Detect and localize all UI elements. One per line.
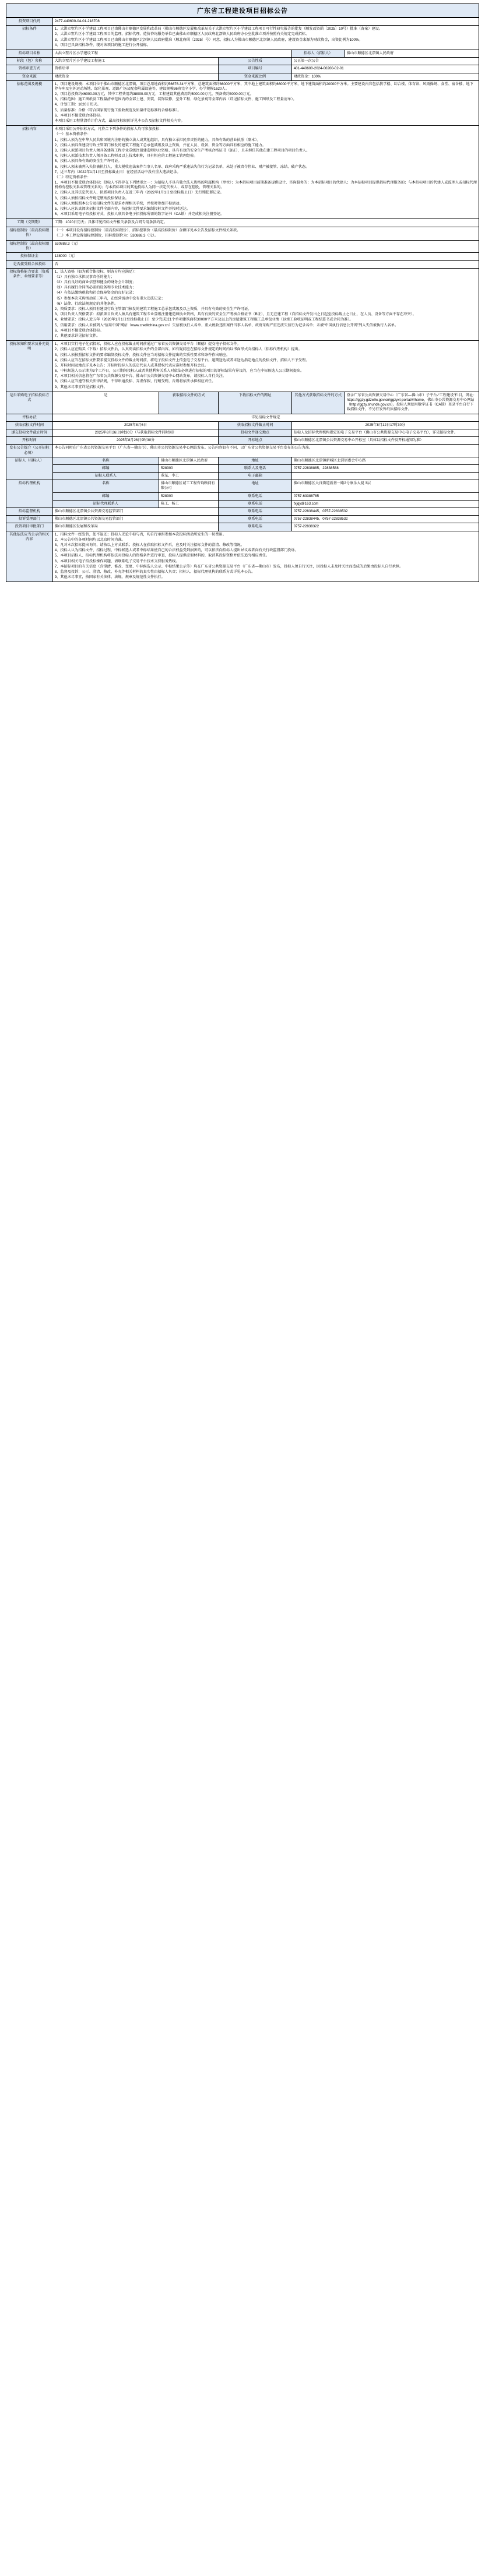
supervise-label: 招标监督机构 — [6, 508, 53, 516]
maxprice-line: （二）本工程设置招标控制价，招标控制价为：530888.3（元）。 — [54, 233, 159, 238]
project-name-label: 招标项目名称 — [6, 50, 53, 57]
open-place-label: 开标地点 — [219, 437, 291, 445]
other-line: 7、本招标项目的有关信息（含澄清、修改、变更、中标候选人公示、中标结果公示等）均在广东省公共资源交易平台（广东省—佛山市）发布，投标人须自行关注，因投标人未及时关注而造成的后果由投标人自行承担。 — [54, 564, 403, 569]
note-line: 2、投标人应在购买（下载）招标文件后，认真阅读招标文件的全部内容，如有疑问应在招标文件规定的时间内以书面形式向招标人（招标代理机构）提出。 — [54, 347, 302, 352]
requirement-line: 2、资质要求：投标人须具有建设行政主管部门核发的建筑工程施工总承包贰级及以上资质，并具有有效的安全生产许可证。 — [54, 307, 252, 311]
content-line: 1、本项目不接受联合体投标；投标人不得存在下列情形之一：为招标人不具有独立法人资格的附属机构（单位）；为本招标项目前期准备提供设计、咨询服务的；为本招标项目的代建人；为本招标项目提供招标代理服务的；与本招标项目的代建人或监理人或招标代理机构有控股关系或管理关系的；与本招标项目的其他投标人为同一法定代表人、或存在控股、管理关系的。 — [54, 181, 477, 190]
project-code-label: 投资项目代码 — [6, 18, 53, 26]
table-row — [6, 480, 479, 492]
complaint-label: 投诉受理部门 — [6, 516, 53, 523]
note-line: 8、投标人应当遵守相关法律法规，不得串通投标、弄虚作假、行贿受贿，否则将依法承担相应责任。 — [54, 379, 216, 384]
content-line: 2、投标人及其法定代表人、拟派项目负责人在近三年内（2022年1月1日至投标截止日）无行贿犯罪记录。 — [54, 191, 224, 195]
other-line: 2、本公告中的各项时间均以北京时间为准。 — [54, 537, 125, 542]
bid-condition-line: 2、大洪立墅片区小学建设工程项目的监理、招标代理、造价咨询服务单位已由佛山市顺德区人民政府北滘镇人民政府办公室批准立项并按照有关规定完成招标。 — [54, 32, 310, 37]
requirement-line: 1、法人资格（如为联合体投标，则各方均应满足）： — [54, 269, 138, 274]
scale-line: 5、质量标准：合格（符合国家现行施工验收规范及质量评定标准的合格标准）。 — [54, 108, 181, 112]
scale-line: 3、招标范围：施工图纸及工程量清单范围内的全部土建、安装、装饰装修、室外工程、绿化景观等全部内容（详见招标文件、施工图纸及工程量清单）。 — [54, 97, 297, 102]
publish-value: 本公告同时在广东省公共资源交易平台（广东省—佛山市）、佛山市公共资源交易中心网站发布。公告内容如有不同，以广东省公共资源交易平台发布的公告为准。 — [52, 445, 479, 457]
fund-amount-label: 资金来源比例 — [219, 73, 291, 80]
tender-person2-value: 董某、李工 — [159, 473, 219, 480]
table-row — [6, 268, 479, 340]
qualification-label: 资格审查方式 — [6, 65, 53, 73]
maxprice-line: （一）本项目设有招标控制价（最高投标限价），招标控制价（最高投标限价）金额详见本公告及招标文件相关条款。 — [54, 228, 241, 232]
supervise-value: 佛山市顺德区北滘镇公共资源交易监管部门 — [52, 508, 219, 516]
doc-time-value: 2025年8月6日 — [52, 421, 219, 429]
note-line: 9、其他未尽事宜详见招标文件。 — [54, 385, 107, 389]
content-value — [52, 126, 479, 219]
agent-contact-value: 0757-63388785 — [291, 492, 479, 500]
content-line: 4、投标人须按照本公告及招标文件的要求办理相关手续，并按时参加开标活动。 — [54, 201, 183, 206]
table-row — [6, 227, 479, 240]
submit-place-value: 招标人及招标代理机构指定的电子交易平台（佛山市公共资源交易中心电子交易平台），详见招标文件。 — [291, 429, 479, 436]
content-line: 7、近三年内（2022年1月1日至投标截止日）在经营活动中没有重大违法记录。 — [54, 170, 181, 174]
table-row — [6, 457, 479, 464]
bid-condition-line: 1、大洪立墅片区小学建设工程项目已由佛山市顺德区发展和改革局（佛山市顺德区发展和改革局关于大洪立墅片区小学建设工程项目可行性研究报告的批复（顺发改资函〔2025〕10号）批准（备案）建设。 — [54, 27, 383, 31]
maxprice-label: 招标控制价（最高投标限价） — [6, 227, 53, 240]
tender-contact-label: 联系人及电话 — [219, 464, 291, 472]
project-name-value: 大洪立墅片区小学建设工程 — [52, 50, 291, 57]
fund-source-value: 财政资金 — [52, 73, 219, 80]
scale-line: 1、项目建设规模：本项目位于佛山市顺德区北滘镇，项目总用地面积约56676.34平方米，总建筑面积约86000平方米，其中地上建筑面积约66000平方米，地下建筑面积约20000平方米。主要建设内容包括教学楼、综合楼、体育馆、风雨操场、食堂、宿舍楼、地下停车库及室外运动场地、绿化景观、道路广场及配套附属设施等，建设规模36班完全小学，办学规模1620人。 — [54, 82, 473, 91]
joint-bid-label: 是否接受联合体投标 — [6, 260, 53, 268]
open-label: 开标时间 — [6, 437, 53, 445]
submit-label: 递交投标文件截止时间 — [6, 429, 53, 436]
other-label: 其他依法应当公示的相关内容 — [6, 531, 53, 582]
content-line: 5、投标人应认真阅读招标文件全部内容，按招标文件要求编制投标文件并按时送达。 — [54, 207, 191, 211]
gonggao-value: 公正第一次公告 — [291, 58, 479, 65]
notes-value — [52, 341, 479, 392]
content-line: 本项目采用公开招标方式，凡符合下列条件的投标人均可参加投标： — [54, 127, 163, 132]
table-row — [6, 445, 479, 457]
agent-person-label: 招标代理联系人 — [52, 500, 159, 508]
note-line: 3、投标人须按照招标文件的要求编制投标文件，投标文件应当对招标文件提出的实质性要求和条件作出响应。 — [54, 353, 230, 357]
requirement-line: 6、本项目不接受联合体投标。 — [54, 328, 104, 333]
qualification-value: 资格后审 — [52, 65, 219, 73]
requirement-line: （1）具有独立承担民事责任的能力； — [54, 274, 115, 279]
page-title: 广东省工程建设项目招标公告 — [6, 3, 479, 17]
content-line: 1、投标人须为在中华人民共和国境内注册的独立法人或其他组织，具有独立承担民事责任的能力，具备有效的营业执照（副本）。 — [54, 138, 261, 142]
bid-condition-label: 招标条件 — [6, 26, 53, 50]
table-row — [6, 531, 479, 582]
eproc-label: 是否采购电子招标投标方式 — [6, 392, 53, 414]
requirement-line: （4）有依法缴纳税收和社会保障资金的良好记录； — [54, 291, 136, 295]
table-row — [6, 219, 479, 227]
getdoc-sub2-label: 其他方式获取招标文件的方式 — [291, 392, 345, 414]
admin-tel-label: 联系电话 — [219, 523, 291, 531]
note-line: 1、本项目实行电子化招投标，投标人应在投标截止时间前通过广东省公共资源交易平台（顺德）提交电子投标文件。 — [54, 342, 241, 347]
note-line: 7、本项目相关信息将在广东省公共资源交易平台、佛山市公共资源交易中心网站发布，请投标人自行关注。 — [54, 374, 226, 379]
tender-post-label: 邮编 — [52, 464, 159, 472]
fund-source-label: 资金来源 — [6, 73, 53, 80]
table-row — [6, 126, 479, 219]
announcement-table — [6, 17, 479, 582]
bid-condition-line: 3、大洪立墅片区小学建设工程项目已由佛山市顺德区北滘镇人民政府批准（顺北府函〔2025〕号）同意，招标人为佛山市顺德区北滘镇人民政府，建设资金来源为财政资金，出资比例为100%。 — [54, 37, 363, 42]
admin-value: 佛山市顺德区发展和改革局 — [52, 523, 219, 531]
content-line: 5、投标人须具备有效的安全生产许可证。 — [54, 159, 122, 164]
requirement-line: 3、项目负责人资格要求：拟派项目负责人须具有建筑工程专业壹级注册建造师执业资格，具有有效的安全生产考核合格证书（B证），且无在建工程（自招标文件发出之日起至投标截止之日止，在人员、设备等方面不存在冲突）。 — [54, 312, 416, 317]
requirements-value — [52, 268, 479, 340]
table-row — [6, 508, 479, 516]
table-row — [6, 18, 479, 26]
table-row — [6, 240, 479, 252]
agent-email-value: fxjqy@163.com — [291, 500, 479, 508]
doc-end-value: 2025年8月12日17时30分 — [291, 421, 479, 429]
eproc-value: 是 — [52, 392, 159, 414]
agent-email-label: 联系电话 — [219, 500, 291, 508]
tender-email-value — [291, 473, 479, 480]
getdoc-sub1-label: 下载招标文件的网址 — [219, 392, 291, 414]
table-row — [6, 429, 479, 436]
joint-bid-value: 否 — [52, 260, 479, 268]
doc-time-label: 获取招标文件时间 — [6, 421, 53, 429]
review-value: 详见招标文件规定 — [52, 414, 479, 421]
scale-line: 2、项目总投资约46000.00万元，其中工程费用约38000.00万元，工程建设其他费用约5000.00万元，预备费约3000.00万元。 — [54, 92, 254, 97]
tender-unit-label: 招标人（招标人） — [291, 50, 345, 57]
table-row — [6, 421, 479, 429]
bid-condition-value — [52, 26, 479, 50]
table-row — [6, 65, 479, 73]
submit-value: 2025年8月26日9时30分（与获取招标文件同时间） — [52, 429, 219, 436]
getdoc-text: 登录广东省公共资源交易中心（广东省—佛山市）子平台-“工程建设”栏目，网址：https://ggzy.gdzwfw.gov.cn/ggzyxt-portal/#/home，佛山市公共资源交易中心网站（http://ggzy.shunde.gov.cn）。投标人须使用数字证书（CA锁）登录平台自行下载招标文件，不另行发售纸质招标文件。 — [345, 392, 479, 414]
open-value: 2025年8月26日9时30分 — [52, 437, 219, 445]
requirement-line: （6）法律、行政法规规定的其他条件。 — [54, 301, 118, 306]
other-line: 8、监督及投诉：公示、澄清、修改、补充等相关材料的真实性由招标人负责；招标人、招标代理机构的联系方式详见本公告。 — [54, 569, 255, 574]
table-row — [6, 392, 479, 414]
biaoduan-label: 标段（包）名称 — [6, 58, 53, 65]
table-row — [6, 73, 479, 80]
tender-unit-value: 佛山市顺德区北滘镇人民政府 — [345, 50, 479, 57]
requirement-line: （2）具有良好的商业信誉和健全的财务会计制度； — [54, 280, 136, 285]
other-line: 1、招标文件一经发售，恕不退还；投标人无论中标与否，均自行承担参加本次投标活动所发生的一切费用。 — [54, 532, 226, 537]
agent-name-label: 名称 — [52, 480, 159, 492]
other-line: 4、投标人认为招标文件、招标过程、中标候选人或者中标结果使自己的合法权益受到损害的，可以依法向招标人提出异议或者向有关行政监督部门投诉。 — [54, 548, 298, 553]
table-row — [6, 414, 479, 421]
other-line: 6、本项目相关电子招投标操作问题，请联系电子交易平台技术支持服务热线。 — [54, 559, 180, 563]
complaint-value: 佛山市顺德区北滘镇公共资源交易监管部门 — [52, 516, 219, 523]
content-line: （一）基本资格条件： — [54, 132, 91, 137]
scale-value — [52, 80, 479, 126]
fund-amount-value: 财政资金：100% — [291, 73, 479, 80]
content-label: 招标内容 — [6, 126, 53, 219]
scale-label: 招标范围及规模 — [6, 80, 53, 126]
open-place-value: 佛山市顺德区北滘镇公共资源交易中心开标室（具体以招标文件及开标通知为准） — [291, 437, 479, 445]
table-row — [6, 253, 479, 260]
table-row — [6, 58, 479, 65]
getdoc-label: 获取招标文件的方式 — [159, 392, 219, 414]
note-line: 6、中标候选人公示期为3个工作日，公示期间投标人或者其他利害关系人对依法必须进行招标的项目的评标结果有异议的，应当在中标候选人公示期间提出。 — [54, 369, 304, 373]
maxprice-amount-value: 530888.3（元） — [52, 240, 479, 252]
content-line: 6、投标人须未被列入失信被执行人、重大税收违法案件当事人名单、政府采购严重违法失信行为记录名单，未处于被责令停业、财产被接管、冻结、破产状态。 — [54, 164, 310, 169]
tender-contact-value: 0757-22838885、22838588 — [291, 464, 479, 472]
supervise-tel-label: 联系电话 — [219, 508, 291, 516]
duration-label: 工期（交期期） — [6, 219, 53, 227]
bond-value: 138000（元） — [52, 253, 479, 260]
review-label: 评标办法 — [6, 414, 53, 421]
table-row — [6, 516, 479, 523]
table-row — [6, 437, 479, 445]
other-value — [52, 531, 479, 582]
bid-condition-line: 4、项目已具备招标条件，现对该项目的施工进行公开招标。 — [54, 43, 151, 47]
table-row — [6, 473, 479, 480]
other-line: 5、本项目招标人、招标代理机构将依法对投标人的资格条件进行审查，投标人提供虚假材料的，取消其投标资格并依法追究相应责任。 — [54, 554, 270, 558]
agent-post-label: 邮编 — [52, 492, 159, 500]
agent-post-value: 528300 — [159, 492, 219, 500]
content-line: 3、投标人拟派项目负责人须具备建筑工程专业壹级注册建造师执业资格、具有有效的安全生产考核合格证书（B证），且未担任其他在建工程项目的项目负责人。 — [54, 148, 310, 153]
table-row — [6, 260, 479, 268]
content-line: （二）特定资格条件： — [54, 175, 91, 179]
agent-person-value: 陈工、杨工 — [159, 500, 219, 508]
requirement-line: 4、业绩要求：投标人近五年（2020年1月1日至投标截止日）至少完成过1个单项建筑面积30000平方米及以上的房屋建筑工程施工总承包业绩（以竣工验收证明或工程结算书或合同为准）。 — [54, 318, 353, 322]
complaint-tel-label: 联系电话 — [219, 516, 291, 523]
agent-addr-value: 佛山市顺德区大良街道新基一路2号康乐大厦 3层 — [291, 480, 479, 492]
tender-email-label: 电子邮箱 — [219, 473, 291, 480]
content-line: 2、投标人须具备建设行政主管部门核发的建筑工程施工总承包贰级及以上资质，并在人员、设备、资金等方面具有相应的施工能力。 — [54, 143, 266, 147]
admin-label: 投资项目审批部门 — [6, 523, 53, 531]
admin-tel-value: 0757-22838322 — [291, 523, 479, 531]
tender-addr-value: 佛山市顺德区北滘镇新城区北滘居委会中心路 — [291, 457, 479, 464]
table-row — [6, 50, 479, 57]
tender-post-value: 528300 — [159, 464, 219, 472]
table-row — [6, 492, 479, 500]
table-row — [6, 80, 479, 126]
tender-name-label: 名称 — [52, 457, 159, 464]
maxprice-value — [52, 227, 479, 240]
agent-contact-label: 联系电话 — [219, 492, 291, 500]
note-line: 5、开标时间及地点详见本公告；开标时投标人的法定代表人或其授权代表应准时参加开标会议。 — [54, 363, 209, 368]
tender-addr-label: 地址 — [219, 457, 291, 464]
project-code-value: 2477-440600-04-01-218708 — [52, 18, 479, 26]
requirement-line: 5、信用要求：投标人未被列入“信用中国”网站（www.creditchina.gov.cn）失信被执行人名单、重大税收违法案件当事人名单、政府采购严重违法失信行为记录名单；未被“中国执行信息公开网”列入失信被执行人名单。 — [54, 323, 399, 327]
publish-label: 发布公告媒介（公开招标必填） — [6, 445, 53, 457]
complaint-tel-value: 0757-22838445、0757-22838532 — [291, 516, 479, 523]
tender-person2-label: 招标人联系人 — [52, 473, 159, 480]
doc-end-label: 获取招标文件截止时间 — [219, 421, 291, 429]
requirement-line: （5）参加本次采购活动前三年内，在经营活动中没有重大违法记录； — [54, 296, 165, 301]
supervise-tel-value: 0757-22838445、0757-22838532 — [291, 508, 479, 516]
content-line: 6、本项目采用电子招投标方式，投标人须具备电子招投标所需的数字证书（CA锁）并完成相关注册登记。 — [54, 212, 224, 217]
notes-label: 投标须知和要求及补充说明 — [6, 341, 53, 392]
table-row — [6, 341, 479, 392]
bond-label: 投标保证金 — [6, 253, 53, 260]
requirement-line: （3）具有履行合同所必需的设备和专业技术能力； — [54, 286, 136, 290]
requirement-line: 7、其他要求详见招标文件。 — [54, 333, 100, 338]
table-row — [6, 26, 479, 50]
other-line: 9、其他未尽事宜，按国家有关法律、法规、规章及规范性文件执行。 — [54, 575, 165, 580]
agent-name-value: 佛山市顺德区诚工工程咨询顾问有限公司 — [159, 480, 219, 492]
table-row — [6, 464, 479, 472]
project-number-label: 项目编号 — [219, 65, 291, 73]
tender-name-value: 佛山市顺德区北滘镇人民政府 — [159, 457, 219, 464]
duration-value: 工期：1020日历天；具体详见招标文件相关条款及合同专用条款约定。 — [52, 219, 479, 227]
scale-line: 本项目采用工程量清单计价方式，最高投标限价详见本公告及招标文件相关内容。 — [54, 119, 185, 123]
project-number-value: 401-440600-2024-00200-02-01 — [291, 65, 479, 73]
biaoduan-value: 大洪立墅片区小学建设工程施工 — [52, 58, 219, 65]
note-line: 4、投标人应当在招标文件要求提交投标文件的截止时间前，将电子投标文件上传至电子交易平台。逾期送达或者未送达指定地点的投标文件，招标人不予受理。 — [54, 358, 310, 362]
agent-addr-label: 地址 — [219, 480, 291, 492]
submit-place-label: 投标文件递交地点 — [219, 429, 291, 436]
scale-line: 6、本项目不接受联合体投标。 — [54, 113, 104, 118]
other-line: 3、凡对本次招标提出询问，请按以上方式联系；投标人在获取招标文件后，应及时关注招标文件的澄清、修改等情况。 — [54, 542, 244, 547]
content-line: 4、投标人拟派技术负责人须具备工程师及以上技术职称，具有相应的工程施工管理经验。 — [54, 154, 198, 158]
announcement-page — [0, 0, 485, 590]
table-row — [6, 500, 479, 508]
agent-label: 招标代理机构 — [6, 480, 53, 508]
tender-person-label: 招标人（招标人） — [6, 457, 53, 480]
gonggao-label: 公告性质 — [219, 58, 291, 65]
requirements-label: 投标资格能力要求（资质条件、业绩要求等） — [6, 268, 53, 340]
content-line: 3、投标人须按招标文件规定缴纳投标保证金。 — [54, 196, 129, 200]
maxprice-amount-label: 招标控制价（最高投标限价） — [6, 240, 53, 252]
scale-line: 4、计划工期：1020日历天。 — [54, 103, 101, 107]
table-row — [6, 523, 479, 531]
